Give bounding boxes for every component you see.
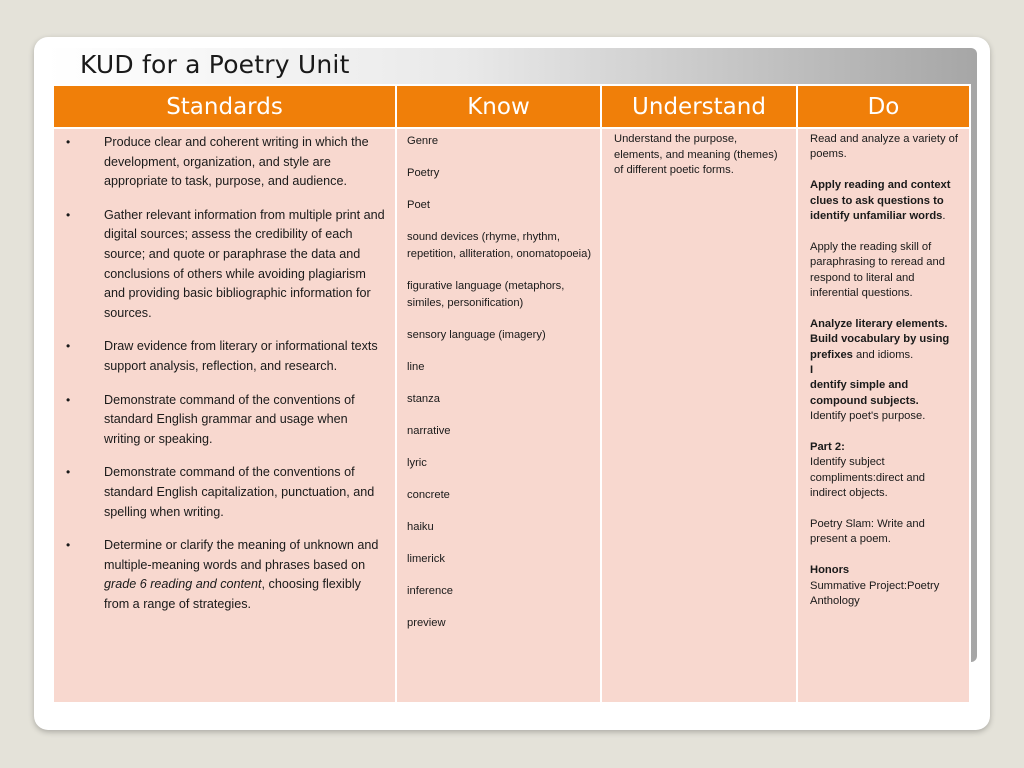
standard-item [62, 391, 385, 450]
do-text: and idioms. [852, 348, 914, 361]
do-block-honors [810, 563, 963, 609]
standard-text: Produce clear and coherent writing in which the development, organization, and style are appropriate to task, purpose, and audience. [104, 135, 369, 189]
know-item: sensory language (imagery) [407, 329, 546, 342]
standard-text: Gather relevant information from multiple print and digital sources; assess the credibility of each source; and quote or paraphrase the data and conclusions of others while avoiding plagiarism and providing basic bibliographic information for sources. [104, 207, 385, 320]
know-item: concrete [407, 488, 450, 501]
know-item: line [407, 361, 425, 374]
standard-text: Draw evidence from literary or informational texts support analysis, reflection, and research. [104, 339, 378, 373]
understand-cell [601, 128, 797, 703]
header-understand: Understand [601, 85, 797, 128]
do-block-read [810, 132, 963, 163]
know-item: sound devices (rhyme, rhythm, repetition, alliteration, onomatopoeia) [407, 230, 592, 261]
know-item: lyric [407, 456, 427, 469]
do-text: Identify subject compliments:direct and indirect objects. [810, 456, 926, 500]
know-item: Genre [407, 135, 439, 147]
standard-text-end: , choosing flexibly from a range of strategies. [104, 577, 361, 611]
do-block-paraphrase [810, 240, 963, 302]
do-text-bold: Analyze literary elements. [810, 317, 948, 330]
header-know: Know [396, 85, 601, 128]
header-do: Do [797, 85, 970, 128]
do-text: . [942, 210, 946, 223]
standards-list [62, 133, 385, 614]
know-item: preview [407, 616, 446, 629]
bullet-icon: • [66, 339, 71, 354]
standard-text-start: Determine or clarify the meaning of unknown and multiple-meaning words and phrases based on [104, 538, 379, 572]
header-standards: Standards [53, 85, 396, 128]
do-heading: Part 2: [810, 441, 845, 454]
standard-text-italic: grade 6 reading and content [104, 577, 262, 592]
know-item: inference [407, 584, 454, 597]
standard-item [62, 337, 385, 376]
standards-cell [53, 128, 396, 703]
do-heading: Honors [810, 564, 850, 577]
do-text: Identify poet's purpose. [810, 410, 926, 423]
do-text-bold: Apply reading and context clues to ask questions to identify unfamiliar words [810, 179, 951, 223]
standard-item [62, 536, 385, 614]
do-block-literary [810, 317, 963, 425]
standard-item [62, 463, 385, 522]
know-item: figurative language (metaphors, similes, personification) [407, 280, 565, 310]
do-block-context-clues [810, 178, 963, 224]
do-text: Poetry Slam: Write and present a poem. [810, 518, 925, 546]
know-item: haiku [407, 520, 434, 533]
bullet-icon: • [66, 135, 71, 149]
do-text-bold: dentify simple and compound subjects. [810, 379, 919, 407]
standard-text: Demonstrate command of the conventions of standard English capitalization, punctuation, and spelling when writing. [104, 465, 375, 519]
know-item: stanza [407, 393, 440, 406]
do-text: Summative Project:Poetry Anthology [810, 579, 940, 608]
do-text-bold: Build vocabulary by using prefixes [810, 333, 950, 361]
know-item: Poetry [407, 166, 440, 179]
standard-text: Demonstrate command of the conventions of standard English grammar and usage when writing or speaking. [104, 392, 355, 446]
do-text: Read and analyze a variety of poems. [810, 133, 959, 161]
know-item: Poet [407, 198, 431, 211]
do-text-bold: I [810, 364, 814, 377]
kud-table [52, 84, 971, 704]
header-row [53, 85, 970, 128]
do-cell [797, 128, 970, 703]
know-cell [396, 128, 601, 703]
understand-text: Understand the purpose, elements, and meaning (themes) of different poetic forms. [614, 133, 778, 176]
standard-item [62, 206, 385, 324]
bullet-icon: • [66, 465, 71, 480]
bullet-icon: • [66, 538, 71, 553]
bullet-icon: • [66, 392, 71, 407]
slide-title: KUD for a Poetry Unit [80, 50, 350, 79]
know-item: limerick [407, 552, 445, 565]
know-item: narrative [407, 425, 451, 438]
do-block-poetry-slam [810, 517, 963, 548]
do-block-part2 [810, 440, 963, 502]
standard-item [62, 133, 385, 192]
content-row [53, 128, 970, 703]
bullet-icon: • [66, 207, 71, 222]
do-text: Apply the reading skill of paraphrasing to reread and respond to literal and inferential questions. [810, 240, 945, 300]
